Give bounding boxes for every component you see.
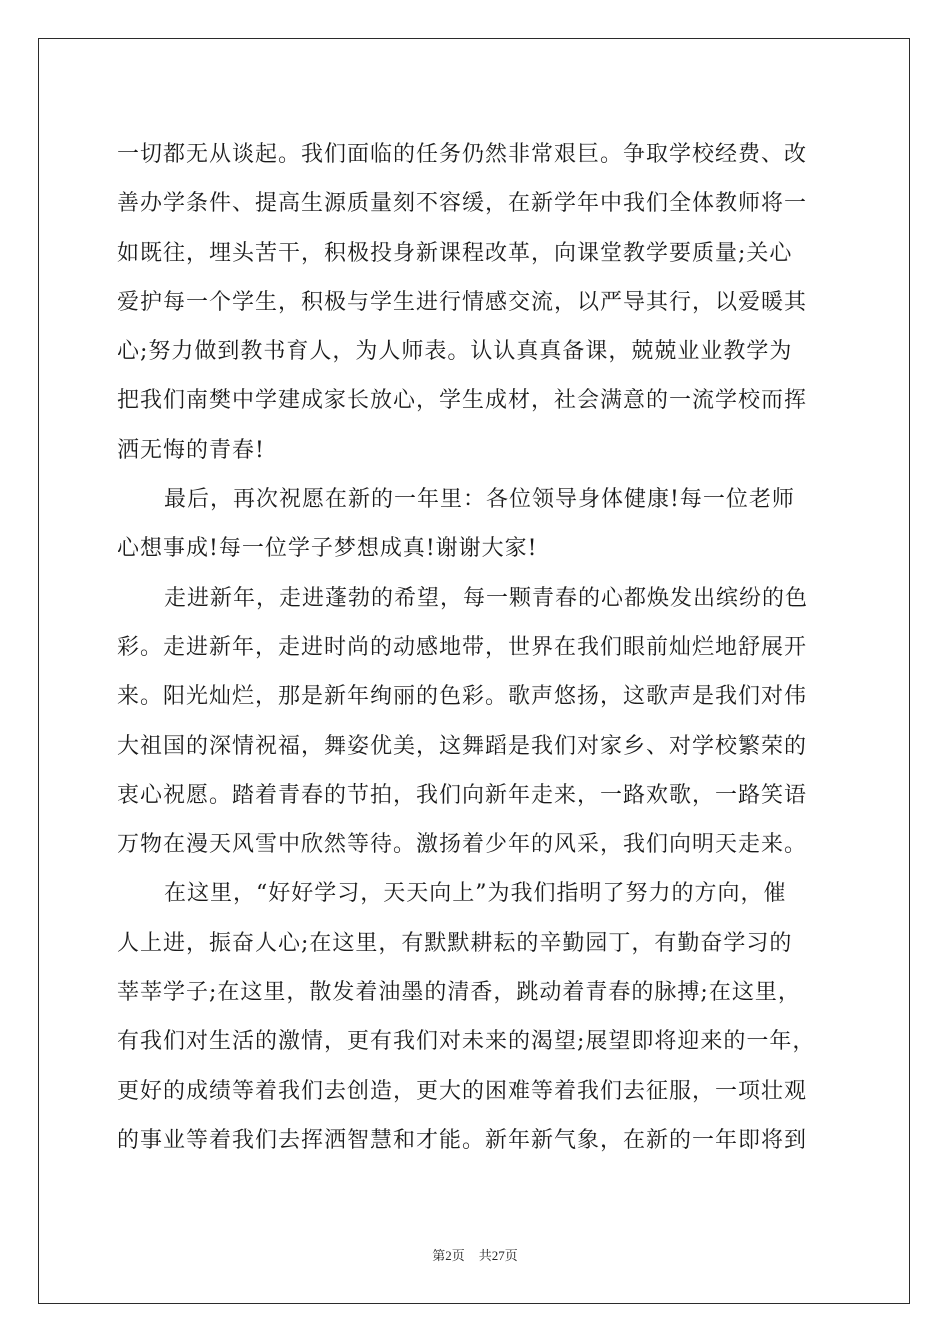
text-line: 爱护每一个学生，积极与学生进行情感交流，以严导其行，以爱暖其 xyxy=(117,289,808,315)
text-line: 一切都无从谈起。我们面临的任务仍然非常艰巨。争取学校经费、改 xyxy=(117,142,808,167)
text-line: 大祖国的深情祝福，舞姿优美，这舞蹈是我们对家乡、对学校繁荣的 xyxy=(117,733,808,759)
text-line: 人上进，振奋人心;在这里，有默默耕耘的辛勤园丁，有勤奋学习的 xyxy=(117,930,793,956)
text-line: 来。阳光灿烂，那是新年绚丽的色彩。歌声悠扬，这歌声是我们对伟 xyxy=(117,684,808,710)
text-line: 更好的成绩等着我们去创造，更大的困难等着我们去征服，一项壮观 xyxy=(117,1078,808,1104)
text-line: 彩。走进新年，走进时尚的动感地带，世界在我们眼前灿烂地舒展开 xyxy=(117,634,808,660)
text-line: 衷心祝愿。踏着青春的节拍，我们向新年走来，一路欢歌，一路笑语 xyxy=(117,782,808,808)
text-line: 心想事成!每一位学子梦想成真!谢谢大家! xyxy=(117,536,538,562)
text-line: 心;努力做到教书育人，为人师表。认认真真备课，兢兢业业教学为 xyxy=(117,339,793,365)
text-line: 莘莘学子;在这里，散发着油墨的清香，跳动着青春的脉搏;在这里， xyxy=(117,980,801,1006)
document-body xyxy=(117,130,837,1165)
text-line: 如既往，埋头苦干，积极投身新课程改革，向课堂教学要质量;关心 xyxy=(117,240,793,266)
text-line: 在这里，“好好学习，天天向上”为我们指明了努力的方向，催 xyxy=(164,881,787,907)
text-line: 走进新年，走进蓬勃的希望，每一颗青春的心都焕发出缤纷的色 xyxy=(164,585,809,611)
text-line: 善办学条件、提高生源质量刻不容缓，在新学年中我们全体教师将一 xyxy=(117,191,808,217)
text-line: 万物在漫天风雪中欣然等待。激扬着少年的风采，我们向明天走来。 xyxy=(117,832,808,858)
text-line: 把我们南樊中学建成家长放心，学生成材，社会满意的一流学校而挥 xyxy=(117,388,808,414)
text-line: 洒无悔的青春! xyxy=(117,437,265,463)
paragraph-1 xyxy=(117,130,837,475)
text-line: 最后，再次祝愿在新的一年里：各位领导身体健康!每一位老师 xyxy=(164,487,795,513)
paragraph-3 xyxy=(117,574,837,870)
page-footer xyxy=(0,1245,950,1264)
text-line: 有我们对生活的激情，更有我们对未来的渴望;展望即将迎来的一年， xyxy=(117,1029,816,1055)
paragraph-4 xyxy=(117,869,837,1165)
page-number: 第2页 xyxy=(432,1248,465,1263)
text-line: 的事业等着我们去挥洒智慧和才能。新年新气象，在新的一年即将到 xyxy=(117,1127,808,1153)
paragraph-2 xyxy=(117,475,837,574)
page-total: 共27页 xyxy=(478,1248,518,1263)
